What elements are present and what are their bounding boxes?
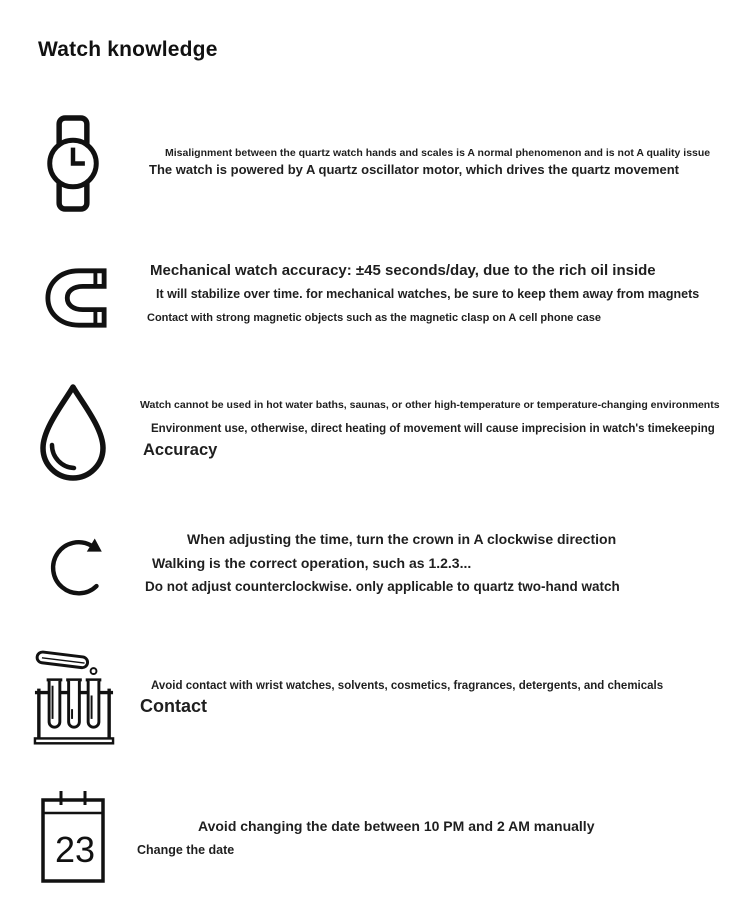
- section-chemical-contact: [0, 640, 750, 755]
- section-text-line: Walking is the correct operation, such as 1.2.3...: [152, 555, 472, 571]
- section-text-line: Avoid changing the date between 10 PM and 2 AM manually: [198, 818, 595, 834]
- section-text-line: Avoid contact with wrist watches, solvents, cosmetics, fragrances, detergents, and chemicals: [151, 680, 664, 692]
- page-title: Watch knowledge: [38, 38, 218, 61]
- section-heading: Contact: [140, 696, 207, 716]
- section-text-line: Do not adjust counterclockwise. only applicable to quartz two-hand watch: [145, 579, 620, 594]
- section-quartz-movement: [0, 110, 750, 230]
- water-drop-icon: [36, 383, 110, 481]
- section-text-line: When adjusting the time, turn the crown in A clockwise direction: [187, 531, 617, 547]
- section-text-line: Contact with strong magnetic objects such as the magnetic clasp on A cell phone case: [147, 312, 601, 324]
- section-text-line: The watch is powered by A quartz oscillator motor, which drives the quartz movement: [149, 162, 679, 177]
- section-text-line: Watch cannot be used in hot water baths, saunas, or other high-temperature or temperature-changing environments: [140, 399, 720, 411]
- section-heading: Accuracy: [143, 441, 218, 459]
- section-text-line: Mechanical watch accuracy: ±45 seconds/day, due to the rich oil inside: [150, 262, 656, 279]
- section-magnetism: [0, 258, 750, 378]
- section-text-line: Environment use, otherwise, direct heating of movement will cause imprecision in watch's timekeeping: [151, 423, 715, 435]
- magnet-icon: [44, 265, 108, 331]
- section-temperature-accuracy: [0, 378, 750, 498]
- section-date-change: [0, 788, 750, 898]
- section-text-line: Misalignment between the quartz watch hands and scales is A normal phenomenon and is not A quality issue: [165, 147, 711, 159]
- test-tubes-icon: [33, 644, 115, 745]
- calendar-day-number: 23: [55, 829, 96, 870]
- section-crown-adjustment: [0, 520, 750, 630]
- wristwatch-icon: [47, 115, 99, 212]
- clockwise-arrow-icon: [41, 525, 115, 603]
- section-text-line: It will stabilize over time. for mechanical watches, be sure to keep them away from magnets: [156, 287, 700, 301]
- section-text-line: Change the date: [137, 843, 235, 857]
- calendar-icon: [40, 790, 106, 884]
